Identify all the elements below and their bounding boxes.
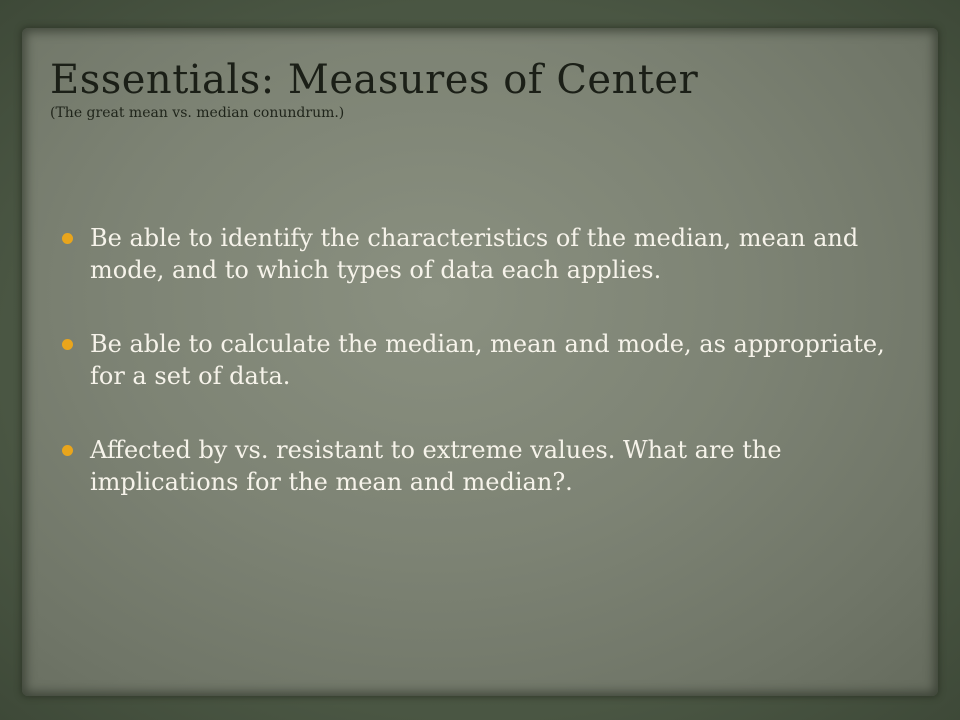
bullet-marker-icon	[62, 233, 73, 244]
bullet-marker-icon	[62, 339, 73, 350]
bullet-item	[62, 328, 892, 392]
bullet-item	[62, 222, 892, 286]
slide-title: Essentials: Measures of Center	[50, 57, 699, 103]
bullet-item	[62, 434, 892, 498]
bullet-text: Affected by vs. resistant to extreme values. What are the implications for the mean and median?.	[90, 436, 782, 496]
bullet-text: Be able to identify the characteristics of the median, mean and mode, and to which types of data each applies.	[90, 224, 859, 284]
bullet-list	[62, 222, 892, 540]
bullet-marker-icon	[62, 445, 73, 456]
slide-subtitle: (The great mean vs. median conundrum.)	[50, 105, 345, 121]
title-block	[50, 56, 910, 122]
bullet-text: Be able to calculate the median, mean and mode, as appropriate, for a set of data.	[90, 330, 885, 390]
